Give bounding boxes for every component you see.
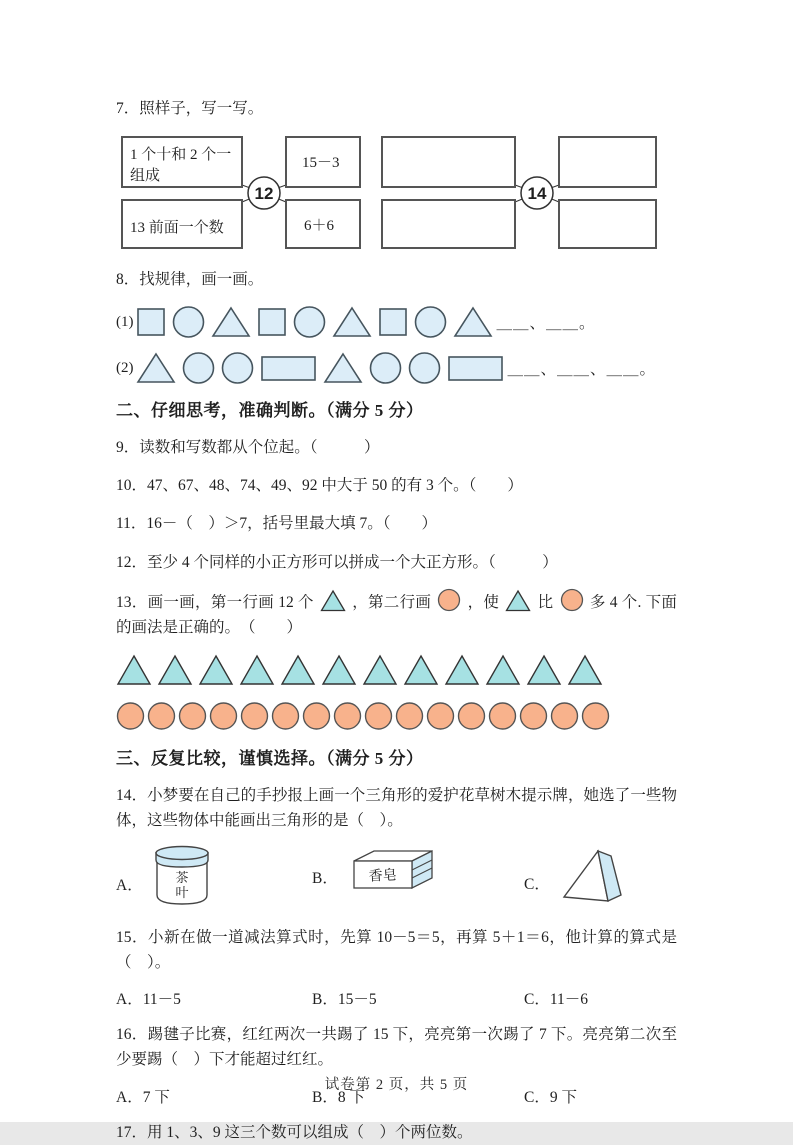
circle-shape [550, 700, 579, 732]
circle-shape [414, 305, 447, 339]
question-13-seg2: ，第二行画 [352, 593, 432, 611]
inline-triangle-icon [505, 589, 531, 612]
answer-box-bottom-right[interactable] [559, 200, 656, 248]
option-b-soap-box[interactable] [312, 845, 524, 895]
question-13-text [116, 588, 677, 640]
triangle-shape [280, 654, 316, 686]
circle-answer-row [116, 698, 677, 734]
option-a[interactable]: A．7 下 [116, 1088, 170, 1106]
option-a-tea-can[interactable] [116, 845, 312, 909]
triangular-prism-image [558, 845, 640, 907]
page-footer: 试卷第 2 页，共 5 页 [324, 1077, 469, 1093]
question-13-seg5: 多 4 个. 下面的画法是正确的。 （ ） [116, 593, 677, 636]
question-13-seg4: 比 [537, 593, 554, 611]
number-bond-example-diagram [116, 133, 368, 253]
option-c-label: C． [524, 876, 550, 894]
circle-shape [519, 700, 548, 732]
circle-shape [240, 700, 269, 732]
soap-box-image [346, 845, 438, 895]
circle-shape [209, 700, 238, 732]
pattern-row-2 [116, 350, 677, 386]
circle-shape [182, 351, 215, 385]
triangle-shape [239, 654, 275, 686]
question-15-text: 15．小新在做一道减法算式时，先算 10－5＝5，再算 5＋1＝6，他计算的算式是（ ）。 [116, 929, 677, 972]
rectangle-shape [260, 351, 317, 385]
rectangle-shape [447, 351, 504, 385]
section-3-heading: 三、反复比较，谨慎选择。（满分 5 分） [116, 748, 424, 768]
triangle-shape [526, 654, 562, 686]
circle-shape [333, 700, 362, 732]
question-13-seg3: ，使 [467, 593, 500, 611]
question-12: 12．至少 4 个同样的小正方形可以拼成一个大正方形。（ ） [116, 553, 558, 571]
triangle-shape [403, 654, 439, 686]
pattern-row-1-label: (1) [116, 313, 134, 330]
question-7-diagrams [116, 133, 677, 253]
option-c-prism[interactable] [524, 845, 640, 907]
triangle-shape [362, 654, 398, 686]
clue-text-top-left-line2: 组成 [130, 168, 161, 185]
question-16-text: 16．踢毽子比赛，红红两次一共踢了 15 下，亮亮第一次踢了 7 下。亮亮第二次至少要踢（ ）下才能超过红红。 [116, 1026, 677, 1069]
circle-shape [221, 351, 254, 385]
answer-box-bottom-left[interactable] [382, 200, 515, 248]
triangle-shape [444, 654, 480, 686]
circle-shape [426, 700, 455, 732]
circle-shape [178, 700, 207, 732]
circle-shape [395, 700, 424, 732]
inline-circle-icon [560, 588, 584, 612]
question-10: 10．47、67、48、74、49、92 中大于 50 的有 3 个。（ ） [116, 477, 523, 495]
pattern-row-2-label: (2) [116, 359, 134, 376]
triangle-shape [453, 305, 493, 339]
circle-shape [457, 700, 486, 732]
square-shape [378, 305, 408, 339]
pattern-row-2-shapes [136, 351, 504, 385]
triangle-shape [116, 654, 152, 686]
triangle-shape [136, 351, 176, 385]
triangle-shape [211, 305, 251, 339]
triangle-sequence [116, 654, 603, 686]
question-8-title: 8．找规律，画一画。 [116, 271, 264, 289]
pattern-row-1-blanks[interactable]: ＿＿、＿＿。 [496, 315, 596, 333]
circle-shape [293, 305, 326, 339]
clue-text-top-right: 15－3 [302, 155, 340, 172]
circle-shape [488, 700, 517, 732]
clue-text-bottom-left: 13 前面一个数 [130, 220, 224, 237]
circle-shape [302, 700, 331, 732]
section-2-heading: 二、仔细思考，准确判断。（满分 5 分） [116, 401, 424, 421]
circle-shape [172, 305, 205, 339]
inline-circle-icon [437, 588, 461, 612]
question-13-seg1: 13．画一画，第一行画 12 个 [116, 593, 314, 611]
answer-box-top-right[interactable] [559, 137, 656, 187]
question-15-options [116, 987, 677, 1009]
tea-can-label-line2: 叶 [175, 885, 189, 901]
square-shape [136, 305, 166, 339]
question-7-title: 7．照样子，写一写。 [116, 100, 264, 117]
option-b[interactable]: B．15－5 [312, 991, 377, 1009]
triangle-shape [485, 654, 521, 686]
circle-shape [147, 700, 176, 732]
option-a-label: A． [116, 877, 143, 895]
circle-sequence [116, 700, 610, 732]
circle-shape [271, 700, 300, 732]
option-a[interactable]: A．11－5 [116, 991, 181, 1009]
answer-box-top-left[interactable] [382, 137, 515, 187]
square-shape [257, 305, 287, 339]
question-14-text: 14．小梦要在自己的手抄报上画一个三角形的爱护花草树木提示牌，她选了一些物体，这些物体中能画出三角形的是（ ）。 [116, 786, 677, 829]
question-17-text: 17．用 1、3、9 这三个数可以组成（ ）个两位数。 [116, 1123, 473, 1141]
question-14-options [116, 845, 677, 909]
center-number-12: 12 [254, 184, 274, 204]
triangle-shape [323, 351, 363, 385]
number-bond-exercise-diagram [378, 133, 670, 253]
soap-box-label: 香皂 [368, 868, 398, 885]
question-11: 11．16－（ ）＞7，括号里最大填 7。（ ） [116, 515, 438, 533]
circle-shape [116, 700, 145, 732]
pattern-row-1-shapes [136, 305, 493, 339]
tea-can-label-line1: 茶 [175, 870, 189, 886]
pattern-row-1 [116, 304, 677, 340]
question-9: 9．读数和写数都从个位起。（ ） [116, 439, 380, 457]
circle-shape [364, 700, 393, 732]
triangle-shape [332, 305, 372, 339]
circle-shape [581, 700, 610, 732]
clue-text-bottom-right: 6＋6 [304, 218, 335, 235]
circle-shape [369, 351, 402, 385]
option-c[interactable]: C．11－6 [524, 991, 589, 1009]
center-number-14: 14 [527, 184, 547, 204]
triangle-shape [157, 654, 193, 686]
option-c[interactable]: C．9 下 [524, 1088, 577, 1106]
tea-can-image [151, 845, 213, 909]
pattern-row-2-blanks[interactable]: ＿＿、＿＿、＿＿。 [507, 361, 657, 379]
triangle-shape [198, 654, 234, 686]
triangle-answer-row [116, 652, 677, 688]
option-b[interactable]: B．8 下 [312, 1088, 365, 1106]
circle-shape [408, 351, 441, 385]
inline-triangle-icon [320, 589, 346, 612]
clue-text-top-left-line1: 1 个十和 2 个一 [130, 147, 232, 164]
triangle-shape [321, 654, 357, 686]
option-b-label: B． [312, 870, 338, 888]
triangle-shape [567, 654, 603, 686]
